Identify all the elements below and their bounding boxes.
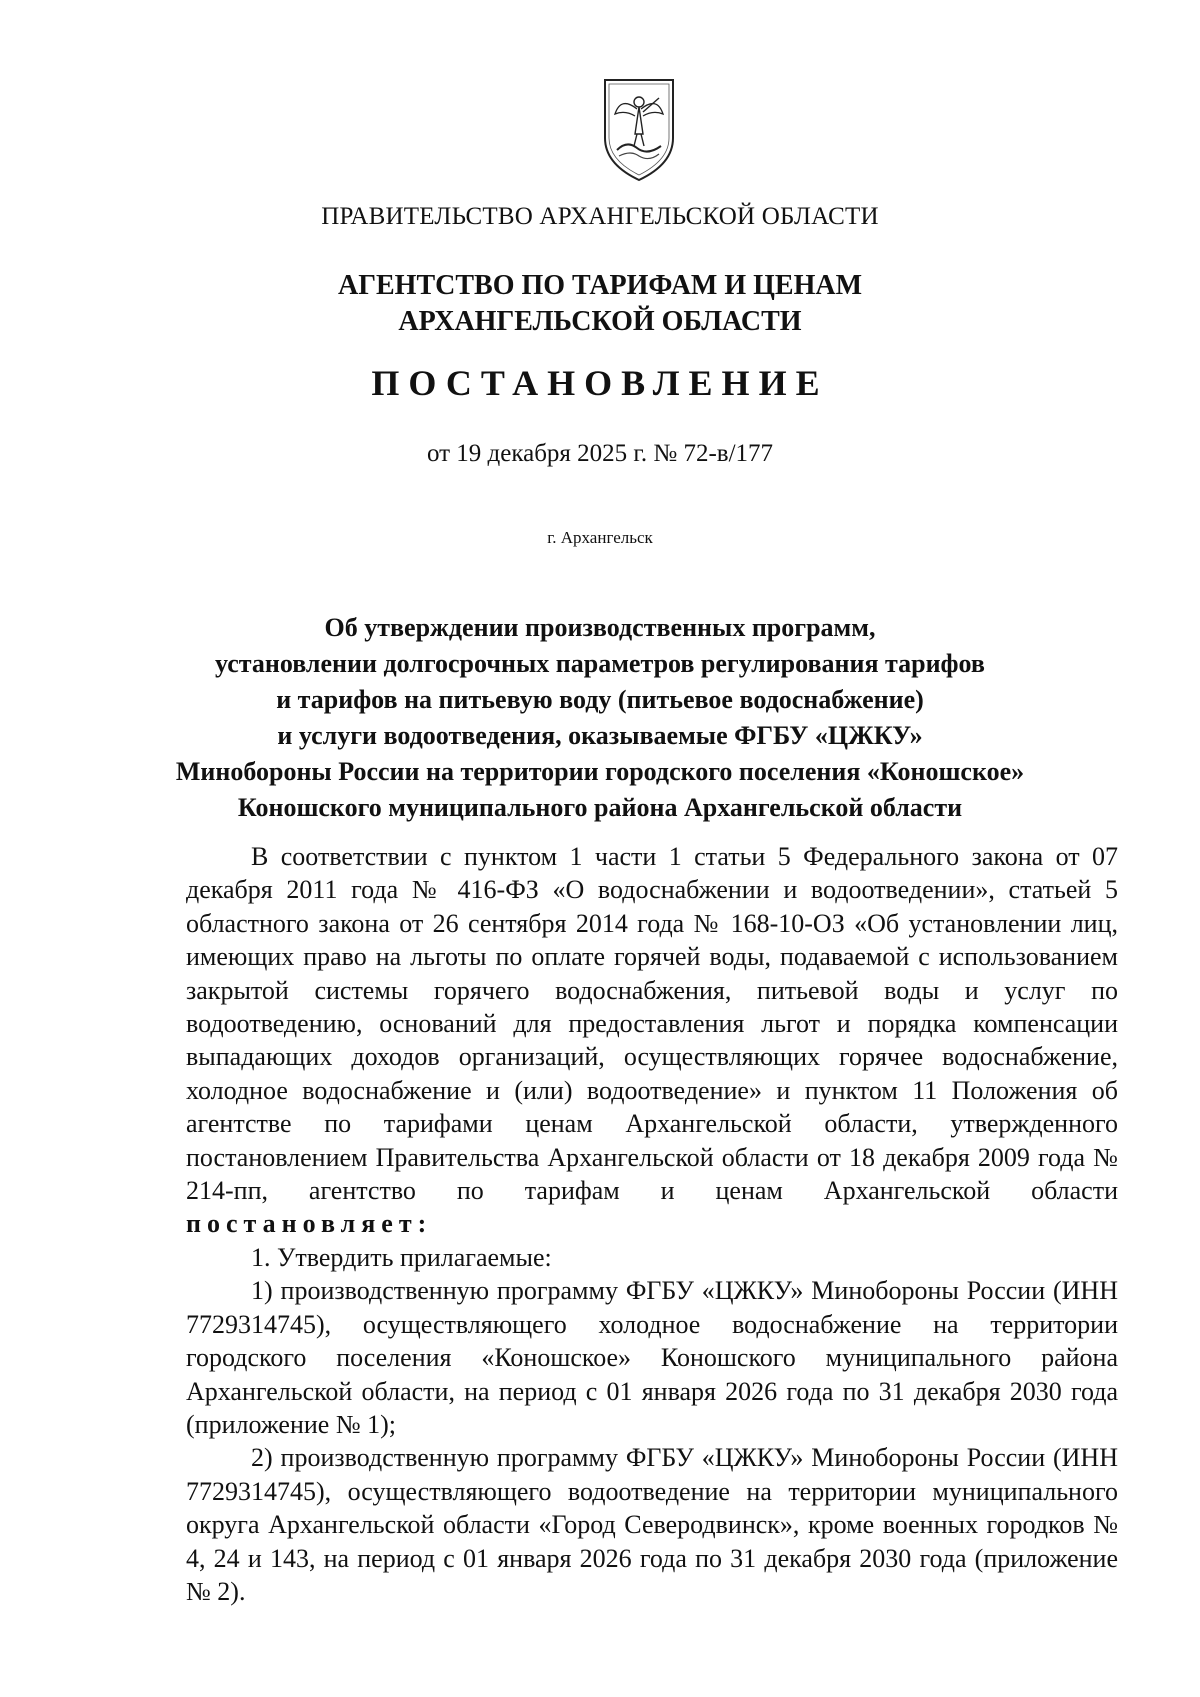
title-line: и тарифов на питьевую воду (питьевое водоснабжение) (276, 685, 924, 714)
government-name: ПРАВИТЕЛЬСТВО АРХАНГЕЛЬСКОЙ ОБЛАСТИ (321, 203, 879, 230)
item-1: 1. Утвердить прилагаемые: (251, 1242, 552, 1272)
title-line: Коношского муниципального района Архангельской области (237, 793, 963, 822)
arkhangelsk-coat-of-arms-icon (601, 76, 677, 184)
subitem-2: 2) производственную программу ФГБУ «ЦЖКУ» Минобороны России (ИНН 7729314745), осуществляющего водоотведение на территории муниципального округа Архангельской области «Город Северодвинск», кроме военных городков № 4, 24 и 143, на период с 01 января 2026 года по 31 декабря 2030 года (приложение № 2). (186, 1443, 1118, 1606)
preamble-paragraph (186, 840, 1118, 1241)
document-title (0, 610, 1200, 826)
agency-name-line-2: АРХАНГЕЛЬСКОЙ ОБЛАСТИ (398, 306, 802, 337)
title-line: и услуги водоотведения, оказываемые ФГБУ «ЦЖКУ» (277, 721, 923, 750)
agency-name (0, 268, 1200, 340)
document-city: г. Архангельск (547, 528, 653, 547)
title-line: Минобороны России на территории городского поселения «Коношское» (175, 757, 1025, 786)
agency-name-line-1: АГЕНТСТВО ПО ТАРИФАМ И ЦЕНАМ (337, 270, 863, 301)
document-date-number: от 19 декабря 2025 г. № 72-в/177 (426, 440, 774, 467)
title-line: Об утверждении производственных программ, (324, 613, 876, 642)
resolves-word: постановляет: (186, 1209, 433, 1239)
document-body (186, 840, 1118, 1608)
document-type: ПОСТАНОВЛЕНИЕ (371, 363, 829, 403)
title-line: установлении долгосрочных параметров регулирования тарифов (215, 649, 985, 678)
preamble-text: В соответствии с пунктом 1 части 1 статьи 5 Федерального закона от 07 декабря 2011 года № 416-ФЗ «О водоснабжении и водоотведении», статьей 5 областного закона от 26 сентября 2014 года № 168-10-ОЗ «Об установлении лиц, имеющих право на льготы по оплате горячей воды, подаваемой с использованием закрытой системы горячего водоснабжения, питьевой воды и услуг по водоотведению, оснований для предоставления льгот и порядка компенсации выпадающих доходов организаций, осуществляющих горячее водоснабжение, холодное водоснабжение и (или) водоотведение» и пунктом 11 Положения об агентстве по тарифами ценам Архангельской области, утвержденного постановлением Правительства Архангельской области от 18 декабря 2009 года № 214-пп, агентство по тарифам и ценам Архангельской области (186, 842, 1118, 1206)
subitem-1: 1) производственную программу ФГБУ «ЦЖКУ» Минобороны России (ИНН 7729314745), осуществляющего холодное водоснабжение на территории городского поселения «Коношское» Коношского муниципального района Архангельской области, на период с 01 января 2026 года по 31 декабря 2030 года (приложение № 1); (186, 1276, 1118, 1439)
